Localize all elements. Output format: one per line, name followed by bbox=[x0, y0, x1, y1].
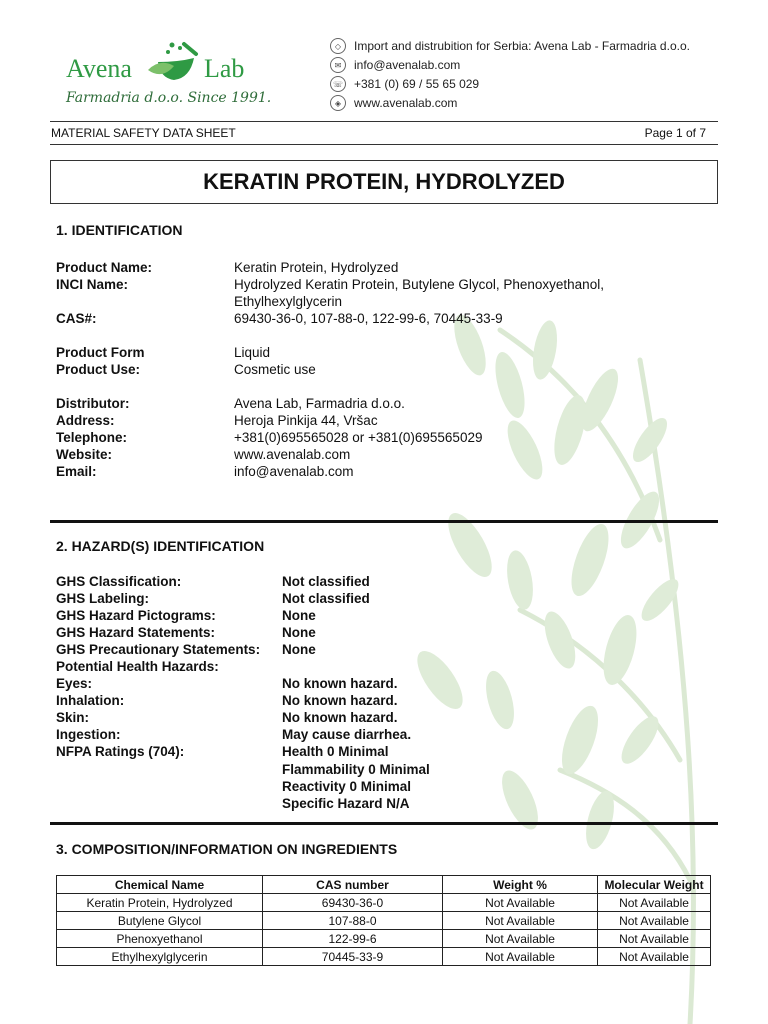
hazard-row bbox=[56, 726, 696, 743]
contact-website-text[interactable]: www.avenalab.com bbox=[354, 96, 458, 110]
hazard-value: May cause diarrhea. bbox=[282, 727, 412, 742]
field-inci-name bbox=[56, 276, 696, 310]
field-label: Product Use: bbox=[56, 362, 141, 377]
contact-address-text: Import and distrubition for Serbia: Avena Lab - Farmadria d.o.o. bbox=[354, 39, 690, 53]
table-cell: Phenoxyethanol bbox=[57, 930, 263, 948]
hazard-value: No known hazard. bbox=[282, 710, 398, 725]
table-cell: Keratin Protein, Hydrolyzed bbox=[57, 894, 263, 912]
field-telephone bbox=[56, 429, 696, 446]
page-indicator: Page 1 of 7 bbox=[644, 126, 706, 140]
table-cell: 122-99-6 bbox=[263, 930, 443, 948]
location-icon: ◇ bbox=[330, 38, 346, 54]
field-value: Cosmetic use bbox=[234, 362, 316, 377]
document-type: MATERIAL SAFETY DATA SHEET bbox=[51, 126, 236, 140]
field-label: Product Name: bbox=[56, 260, 153, 275]
field-value: 69430-36-0, 107-88-0, 122-99-6, 70445-33-9 bbox=[234, 311, 503, 326]
logo-brand-left: Avena bbox=[66, 54, 132, 83]
table-row bbox=[57, 930, 711, 948]
hazard-label: GHS Classification: bbox=[56, 574, 182, 589]
hazard-row bbox=[56, 795, 696, 812]
contact-address bbox=[330, 37, 710, 55]
hazard-value: Specific Hazard N/A bbox=[282, 796, 410, 811]
hazard-row bbox=[56, 624, 696, 641]
field-product-use bbox=[56, 361, 696, 378]
field-cas bbox=[56, 310, 696, 327]
field-label: Website: bbox=[56, 447, 113, 462]
company-logo bbox=[62, 40, 272, 110]
column-header: Chemical Name bbox=[57, 876, 263, 894]
field-value: +381(0)695565028 or +381(0)695565029 bbox=[234, 430, 483, 445]
header-divider bbox=[50, 121, 718, 122]
table-cell: Not Available bbox=[598, 948, 711, 966]
field-label: CAS#: bbox=[56, 311, 97, 326]
composition-table bbox=[56, 875, 711, 966]
hazard-row bbox=[56, 692, 696, 709]
hazard-label: GHS Precautionary Statements: bbox=[56, 642, 261, 657]
hazard-label: GHS Hazard Pictograms: bbox=[56, 608, 216, 623]
hazard-value: None bbox=[282, 625, 316, 640]
field-email bbox=[56, 463, 696, 480]
table-row bbox=[57, 894, 711, 912]
hazard-label bbox=[56, 761, 282, 778]
hazard-value: Not classified bbox=[282, 591, 370, 606]
section-heading-hazards: 2. HAZARD(S) IDENTIFICATION bbox=[56, 538, 265, 554]
hazard-value: None bbox=[282, 608, 316, 623]
hazard-row bbox=[56, 573, 696, 590]
table-cell: Not Available bbox=[443, 894, 598, 912]
table-cell: Not Available bbox=[598, 912, 711, 930]
column-header: Molecular Weight bbox=[598, 876, 711, 894]
hazard-value: No known hazard. bbox=[282, 693, 398, 708]
hazard-row bbox=[56, 641, 696, 658]
hazard-label: Eyes: bbox=[56, 676, 93, 691]
column-header: CAS number bbox=[263, 876, 443, 894]
hazard-label: Potential Health Hazards: bbox=[56, 659, 219, 674]
table-cell: 107-88-0 bbox=[263, 912, 443, 930]
table-cell: 70445-33-9 bbox=[263, 948, 443, 966]
field-website bbox=[56, 446, 696, 463]
field-value[interactable]: www.avenalab.com bbox=[234, 447, 351, 462]
field-value: Avena Lab, Farmadria d.o.o. bbox=[234, 396, 405, 411]
hazard-label: GHS Hazard Statements: bbox=[56, 625, 216, 640]
section-heading-composition: 3. COMPOSITION/INFORMATION ON INGREDIENTS bbox=[56, 841, 398, 857]
mortar-leaf-icon bbox=[144, 40, 204, 88]
hazard-label: Ingestion: bbox=[56, 727, 121, 742]
hazard-label bbox=[56, 778, 282, 795]
hazard-row bbox=[56, 761, 696, 778]
hazard-value: Flammability 0 Minimal bbox=[282, 762, 430, 777]
table-row bbox=[57, 948, 711, 966]
hazard-row bbox=[56, 675, 696, 692]
table-cell: 69430-36-0 bbox=[263, 894, 443, 912]
contact-website bbox=[330, 94, 710, 112]
hazard-value: Health 0 Minimal bbox=[282, 744, 389, 759]
column-header: Weight % bbox=[443, 876, 598, 894]
table-cell: Butylene Glycol bbox=[57, 912, 263, 930]
phone-icon: ☏ bbox=[330, 76, 346, 92]
hazard-label: GHS Labeling: bbox=[56, 591, 150, 606]
hazard-label: NFPA Ratings (704): bbox=[56, 744, 185, 759]
field-label: Distributor: bbox=[56, 396, 130, 411]
field-value: Hydrolyzed Keratin Protein, Butylene Glycol, Phenoxyethanol, Ethylhexylglycerin bbox=[234, 277, 604, 309]
hazard-value: None bbox=[282, 642, 316, 657]
field-label: Telephone: bbox=[56, 430, 128, 445]
table-cell: Ethylhexylglycerin bbox=[57, 948, 263, 966]
field-product-name bbox=[56, 259, 696, 276]
hazard-row bbox=[56, 607, 696, 624]
hazard-row bbox=[56, 709, 696, 726]
hazard-value bbox=[282, 658, 696, 675]
table-cell: Not Available bbox=[598, 930, 711, 948]
email-icon: ✉ bbox=[330, 57, 346, 73]
field-value[interactable]: info@avenalab.com bbox=[234, 464, 354, 479]
table-cell: Not Available bbox=[598, 894, 711, 912]
table-cell: Not Available bbox=[443, 912, 598, 930]
contact-email bbox=[330, 56, 710, 74]
contact-phone-text: +381 (0) 69 / 55 65 029 bbox=[354, 77, 480, 91]
field-label: Product Form bbox=[56, 345, 145, 360]
field-product-form bbox=[56, 344, 696, 361]
hazard-value: Not classified bbox=[282, 574, 370, 589]
section-divider bbox=[50, 520, 718, 523]
hazard-row bbox=[56, 658, 696, 675]
section-heading-identification: 1. IDENTIFICATION bbox=[56, 222, 183, 238]
logo-brand-right: Lab bbox=[204, 54, 245, 83]
table-row bbox=[57, 912, 711, 930]
field-label: Address: bbox=[56, 413, 115, 428]
product-title: KERATIN PROTEIN, HYDROLYZED bbox=[50, 160, 718, 204]
field-label: INCI Name: bbox=[56, 277, 129, 292]
contact-email-text[interactable]: info@avenalab.com bbox=[354, 58, 461, 72]
hazard-value: No known hazard. bbox=[282, 676, 398, 691]
hazard-row bbox=[56, 778, 696, 795]
field-distributor bbox=[56, 395, 696, 412]
hazard-label bbox=[56, 795, 282, 812]
hazard-label: Inhalation: bbox=[56, 693, 125, 708]
hazard-value: Reactivity 0 Minimal bbox=[282, 779, 412, 794]
hazard-row bbox=[56, 590, 696, 607]
web-icon: ◈ bbox=[330, 95, 346, 111]
contact-phone bbox=[330, 75, 710, 93]
table-cell: Not Available bbox=[443, 948, 598, 966]
field-value: Heroja Pinkija 44, Vršac bbox=[234, 413, 378, 428]
field-value: Keratin Protein, Hydrolyzed bbox=[234, 260, 399, 275]
subheader-divider bbox=[50, 144, 718, 145]
logo-tagline: Farmadria d.o.o. Since 1991. bbox=[66, 90, 272, 106]
table-header-row bbox=[57, 876, 711, 894]
field-address bbox=[56, 412, 696, 429]
table-cell: Not Available bbox=[443, 930, 598, 948]
hazard-row bbox=[56, 743, 696, 760]
field-value: Liquid bbox=[234, 345, 271, 360]
hazard-label: Skin: bbox=[56, 710, 90, 725]
section-divider bbox=[50, 822, 718, 825]
field-label: Email: bbox=[56, 464, 97, 479]
